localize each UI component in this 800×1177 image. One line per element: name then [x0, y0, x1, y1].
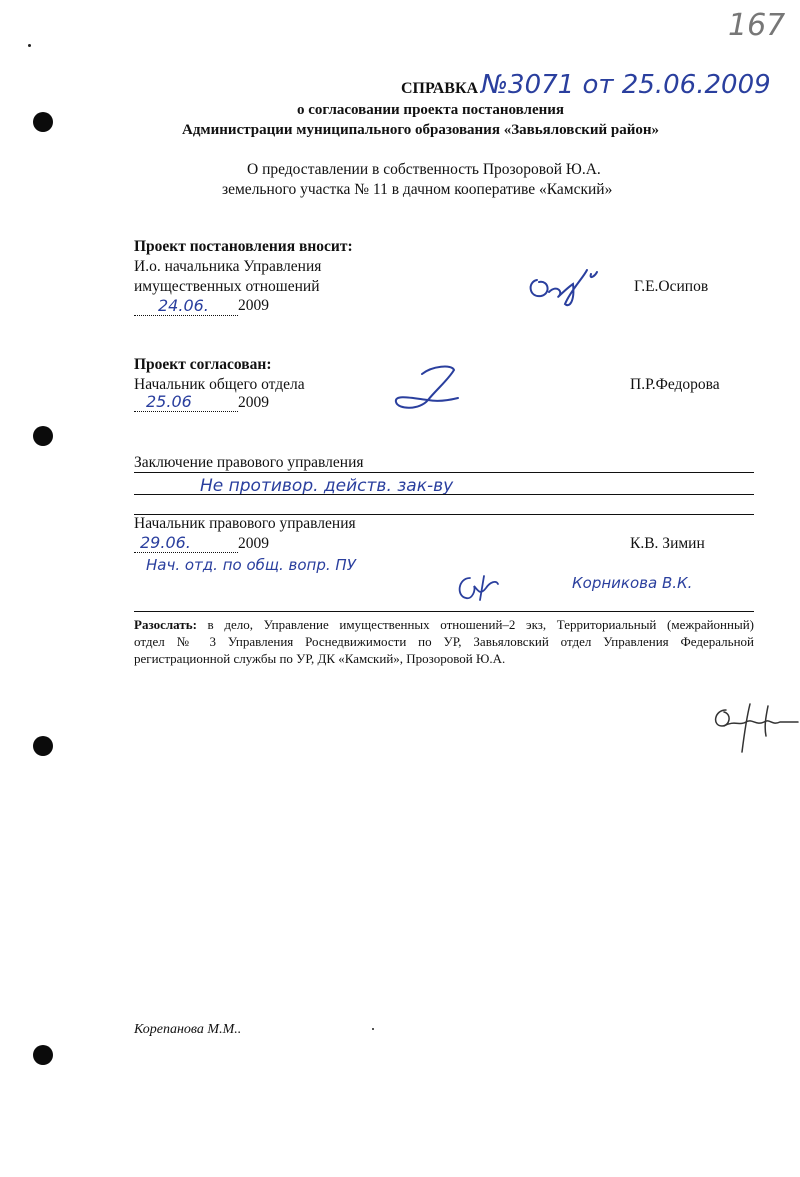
signature-osipov — [525, 262, 615, 310]
block1-year: 2009 — [238, 297, 269, 314]
block4-name: К.В. Зимин — [630, 535, 705, 552]
speck — [372, 1028, 374, 1030]
block4-year: 2009 — [238, 535, 269, 552]
footer-author: Корепанова М.М.. — [134, 1022, 242, 1037]
speck — [28, 44, 31, 47]
block1-position-2: имущественных отношений — [134, 278, 320, 295]
block3-heading: Заключение правового управления — [134, 454, 364, 471]
block2-date-line — [134, 411, 238, 412]
punch-hole — [33, 426, 53, 446]
block1-position-1: И.о. начальника Управления — [134, 258, 322, 275]
signature-legal — [452, 570, 502, 606]
punch-hole — [33, 112, 53, 132]
punch-hole — [33, 1045, 53, 1065]
block3-conclusion: Не противор. действ. зак-ву — [200, 476, 454, 496]
block1-heading: Проект постановления вносит: — [134, 238, 353, 255]
distribution-line-2: отдел № 3 Управления Роснедвижимости по УР, Завьяловский отдел Управления Федеральной — [134, 634, 754, 649]
block2-date: 25.06 — [146, 392, 192, 411]
distribution-line-1: в дело, Управление имущественных отношений–2 экз, Территориальный (межрайонный) — [207, 617, 754, 632]
punch-hole — [33, 736, 53, 756]
block1-date: 24.06. — [158, 296, 209, 315]
block1-name: Г.Е.Осипов — [634, 278, 709, 295]
distribution-label: Разослать: — [134, 617, 197, 632]
subject-line-2: земельного участка № 11 в дачном кооперативе «Камский» — [222, 181, 613, 198]
block2-year: 2009 — [238, 394, 269, 411]
distribution-line-3: регистрационной службы по УР, ДК «Камский», Прозоровой Ю.А. — [134, 651, 506, 666]
block4-note: Нач. отд. по общ. вопр. ПУ — [146, 556, 356, 574]
block4-date-line — [134, 552, 238, 553]
signature-receiver — [706, 696, 800, 760]
document-title: СПРАВКА — [401, 80, 479, 97]
distribution-block — [134, 616, 754, 667]
block2-heading: Проект согласован: — [134, 356, 272, 373]
subject-line-1: О предоставлении в собственность Прозоровой Ю.А. — [247, 161, 601, 178]
block3-line-1 — [134, 472, 754, 473]
registration-number: №3071 от 25.06.2009 — [481, 70, 771, 100]
signature-fedorova — [392, 360, 472, 412]
title-line-2: о согласовании проекта постановления — [297, 102, 565, 118]
title-line-3: Администрации муниципального образования «Завьяловский район» — [182, 122, 660, 138]
block4-name2: Корникова В.К. — [572, 574, 693, 592]
page-number: 167 — [728, 8, 786, 43]
block3-line-2 — [134, 494, 754, 495]
block2-position: Начальник общего отдела — [134, 376, 305, 393]
distribution-divider — [134, 611, 754, 612]
block2-name: П.Р.Федорова — [630, 376, 720, 393]
block1-date-line — [134, 315, 238, 316]
block4-date: 29.06. — [140, 533, 191, 552]
block4-position: Начальник правового управления — [134, 515, 356, 532]
